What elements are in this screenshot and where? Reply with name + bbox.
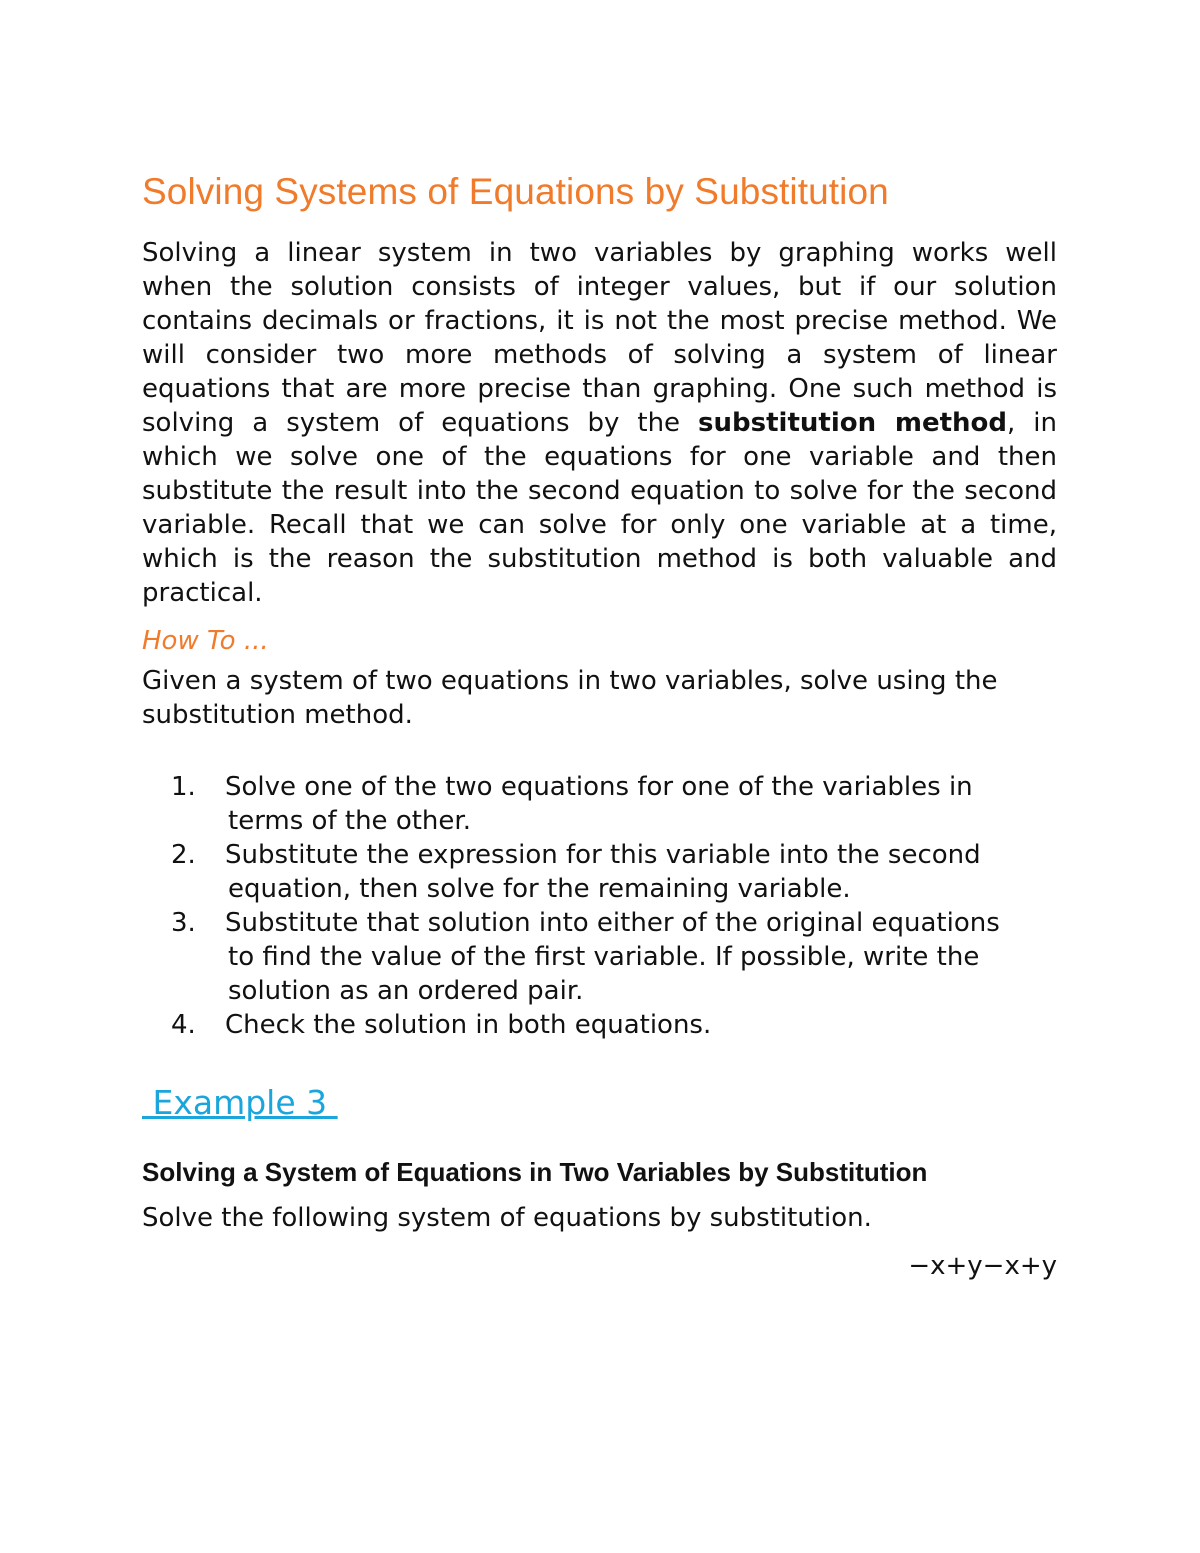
step-text: Solve one of the two equations for one of the variables in terms of the other. bbox=[225, 772, 973, 837]
intro-text-before: Solving a linear system in two variables by graphing works well when the solution consists of integer values, but if our solution contains decimals or fractions, it is not the most precise method. We will consider two more methods of solving a system of linear equations that are more precise than graphing. One such method is solving a system of equations by the bbox=[142, 238, 1057, 439]
step-number: 3. bbox=[171, 908, 196, 939]
document-page bbox=[142, 170, 1057, 1283]
example-link[interactable]: Example 3 bbox=[142, 1083, 338, 1123]
page-title: Solving Systems of Equations by Substitution bbox=[142, 171, 889, 212]
step-text: Check the solution in both equations. bbox=[225, 1010, 712, 1041]
step-number: 2. bbox=[171, 840, 196, 871]
list-item bbox=[142, 906, 1057, 1008]
intro-paragraph bbox=[142, 236, 1057, 610]
list-item bbox=[142, 1008, 1057, 1042]
step-text: Substitute the expression for this variable into the second equation, then solve for the remaining variable. bbox=[225, 840, 981, 905]
how-to-label: How To ... bbox=[142, 626, 269, 657]
intro-text-after: , in which we solve one of the equations for one variable and then substitute the result into the second equation to solve for the second variable. Recall that we can solve for only one variable at a time, which is the reason the substitution method is both valuable and practical. bbox=[142, 408, 1057, 609]
step-number: 1. bbox=[171, 772, 196, 803]
given-statement: Given a system of two equations in two variables, solve using the substitution method. bbox=[142, 666, 998, 731]
list-item bbox=[142, 838, 1057, 906]
steps-list bbox=[142, 770, 1057, 1042]
equation: −x+y−x+y bbox=[908, 1251, 1057, 1282]
example-title: Solving a System of Equations in Two Variables by Substitution bbox=[142, 1157, 928, 1188]
list-item bbox=[142, 770, 1057, 838]
step-number: 4. bbox=[171, 1010, 196, 1041]
intro-bold-term: substitution method bbox=[698, 408, 1008, 439]
step-text: Substitute that solution into either of the original equations to find the value of the first variable. If possible, write the solution as an ordered pair. bbox=[225, 908, 1000, 1007]
instruction-text: Solve the following system of equations by substitution. bbox=[142, 1203, 872, 1234]
